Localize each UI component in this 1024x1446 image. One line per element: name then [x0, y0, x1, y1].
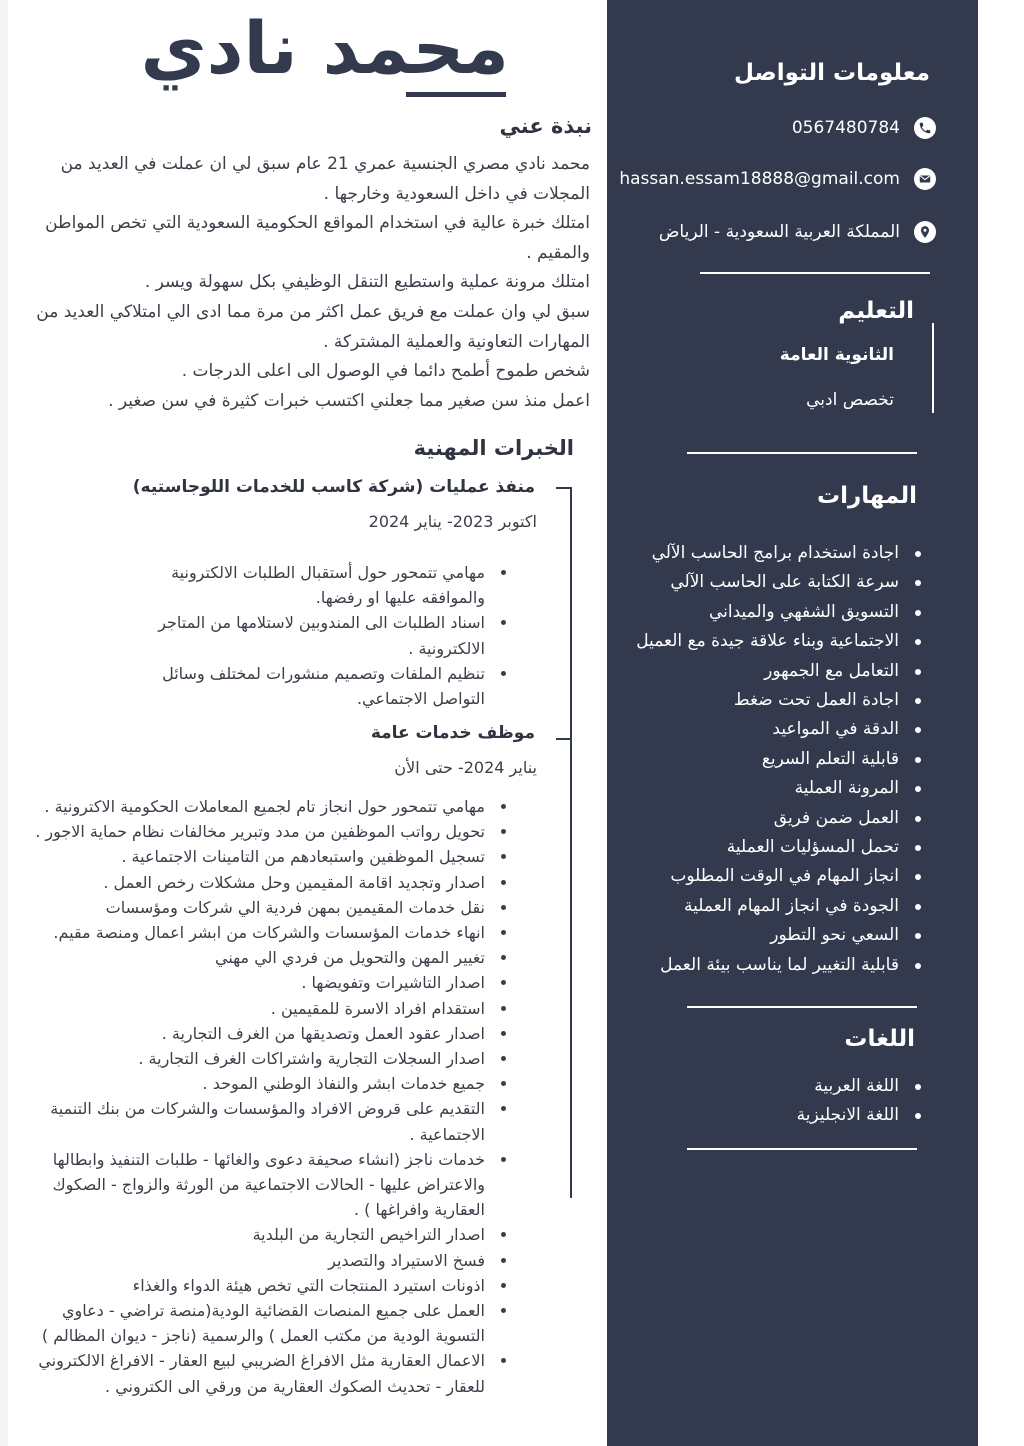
skills-title: المهارات: [817, 483, 917, 509]
skill-item: تحمل المسؤليات العملية: [636, 833, 923, 862]
timeline-tick: [556, 487, 572, 489]
timeline-tick: [556, 738, 572, 740]
job-duties: [13, 794, 511, 1399]
divider: [687, 1006, 917, 1008]
skill-item: التعامل مع الجمهور: [636, 657, 923, 686]
experience-title: الخبرات المهنية: [413, 436, 574, 460]
duty-item: الاعمال العقارية مثل الافراغ الضريبي لبيع العقار - الافراغ الالكتروني للعقار - تحديث الصكوك العقارية من ورقي الى الكتروني .: [13, 1348, 511, 1398]
about-paragraph: امتلك خبرة عالية في استخدام المواقع الحكومية السعودية التي تخص المواطن والمقيم .: [45, 213, 590, 263]
skill-item: التسويق الشفهي والميداني: [636, 598, 923, 627]
contact-location: [659, 221, 936, 243]
skill-item: الجودة في انجاز المهام العملية: [636, 892, 923, 921]
phone-number: 0567480784: [791, 118, 900, 138]
languages-title: اللغات: [844, 1026, 915, 1052]
duty-item: اصدار وتجديد اقامة المقيمين وحل مشكلات رخص العمل .: [13, 870, 511, 895]
education-title: التعليم: [838, 298, 914, 324]
skill-item: العمل ضمن فريق: [636, 804, 923, 833]
page-edge: [0, 0, 8, 1446]
email-icon: [914, 168, 936, 190]
language-item: اللغة العربية: [797, 1072, 923, 1101]
language-item: اللغة الانجليزية: [797, 1101, 923, 1130]
page-margin: [978, 0, 1024, 1446]
about-paragraph: محمد نادي مصري الجنسية عمري 21 عام سبق لي ان عملت في العديد من المجلات في داخل السعودية وخارجها .: [60, 154, 590, 204]
contact-title: معلومات التواصل: [734, 60, 930, 86]
skill-item: اجادة العمل تحت ضغط: [636, 686, 923, 715]
duty-item: مهامي تتمحور حول أستقبال الطلبات الالكترونية والموافقه عليها او رفضها.: [151, 560, 511, 610]
duty-item: اصدار التراخيص التجارية من البلدية: [13, 1222, 511, 1247]
about-paragraph: اعمل منذ سن صغير مما جعلني اكتسب خبرات كثيرة في سن صغير .: [108, 390, 590, 411]
duty-item: تنظيم الملفات وتصميم منشورات لمختلف وسائل التواصل الاجتماعي.: [151, 661, 511, 711]
skills-list: [636, 539, 923, 980]
skill-item: اجادة استخدام برامج الحاسب الآلي: [636, 539, 923, 568]
job-date: يناير 2024- حتى الأن: [394, 758, 537, 777]
duty-item: نقل خدمات المقيمين بمهن فردية الي شركات ومؤسسات: [13, 895, 511, 920]
full-name: محمد نادي: [140, 6, 509, 90]
duty-item: فسخ الاستيراد والتصدير: [13, 1248, 511, 1273]
email-address: hassan.essam18888@gmail.com: [619, 169, 900, 189]
duty-item: اذونات استيرد المنتجات التي تخص هيئة الدواء والغذاء: [13, 1273, 511, 1298]
contact-email: [619, 168, 936, 190]
name-underline: [406, 92, 506, 97]
divider: [687, 452, 917, 454]
phone-icon: [914, 117, 936, 139]
job-title: موظف خدمات عامة: [370, 723, 535, 743]
location-text: المملكة العربية السعودية - الرياض: [658, 222, 900, 242]
contact-phone: [792, 117, 936, 139]
education-degree: الثانوية العامة: [779, 345, 894, 365]
duty-item: جميع خدمات ابشر والنفاذ الوطني الموحد .: [13, 1071, 511, 1096]
skill-item: قابلية التعلم السريع: [636, 745, 923, 774]
duty-item: اصدار عقود العمل وتصديقها من الغرف التجارية .: [13, 1021, 511, 1046]
duty-item: انهاء خدمات المؤسسات والشركات من ابشر اعمال ومنصة مقيم.: [13, 920, 511, 945]
duty-item: مهامي تتمحور حول انجاز تام لجميع المعاملات الحكومية الاكترونية .: [13, 794, 511, 819]
skill-item: السعي نحو التطور: [636, 921, 923, 950]
skill-item: قابلية التغيير لما يناسب بيئة العمل: [636, 951, 923, 980]
duty-item: التقديم على قروض الافراد والمؤسسات والشركات من بنك التنمية الاجتماعية .: [13, 1096, 511, 1146]
education-major: تخصص ادبي: [806, 390, 894, 410]
about-paragraph: امتلك مرونة عملية واستطيع التنقل الوظيفي بكل سهولة ويسر .: [144, 272, 590, 293]
duty-item: العمل على جميع المنصات القضائية الودية(منصة تراضي - دعاوي التسوية الودية من مكتب العمل ) والرسمية (ناجز - ديوان المظالم ): [13, 1298, 511, 1348]
location-icon: [914, 221, 936, 243]
divider: [700, 272, 930, 274]
duty-item: استقدام افراد الاسرة للمقيمين .: [13, 996, 511, 1021]
job-duties: [151, 560, 511, 711]
duty-item: تغيير المهن والتحويل من فردي الي مهني: [13, 945, 511, 970]
about-paragraph: سبق لي وان عملت مع فريق عمل اكثر من مرة مما ادى الي امتلاكي العديد من المهارات التعاونية والعملية المشتركة .: [36, 301, 590, 352]
duty-item: اسناد الطلبات الى المندوبين لاستلامها من المتاجر الالكترونية .: [151, 610, 511, 660]
skill-item: الدقة في المواعيد: [636, 715, 923, 744]
languages-list: [797, 1072, 923, 1131]
skill-item: انجاز المهام في الوقت المطلوب: [636, 862, 923, 891]
skill-item: المرونة العملية: [636, 774, 923, 803]
duty-item: اصدار التاشيرات وتفويضها .: [13, 970, 511, 995]
skill-item: سرعة الكتابة على الحاسب الآلي: [636, 568, 923, 597]
about-text: [34, 150, 590, 416]
education-line: [932, 323, 934, 413]
duty-item: تحويل رواتب الموظفين من مدد وتبرير مخالفات نظام حماية الاجور .: [13, 819, 511, 844]
about-paragraph: شخص طموح أطمح دائما في الوصول الى اعلى الدرجات .: [181, 361, 590, 382]
duty-item: تسجيل الموظفين واستبعادهم من التامينات الاجتماعية .: [13, 844, 511, 869]
skill-item: الاجتماعية وبناء علاقة جيدة مع العميل: [636, 627, 923, 656]
duty-item: اصدار السجلات التجارية واشتراكات الغرف التجارية .: [13, 1046, 511, 1071]
about-title: نبذة عني: [499, 114, 592, 138]
job-title: منفذ عمليات (شركة كاسب للخدمات اللوجاستيه): [132, 477, 535, 497]
job-date: اكتوبر 2023- يناير 2024: [368, 512, 537, 531]
sidebar: [607, 0, 978, 1446]
divider: [687, 1148, 917, 1150]
timeline: [570, 487, 572, 1198]
duty-item: خدمات ناجز (انشاء صحيفة دعوى والغائها - طلبات التنفيذ وابطالها والاعتراض عليها - الحالات الاجتماعية من الورثة والزواج - الصكوك العقارية وافراغها ) .: [13, 1147, 511, 1223]
